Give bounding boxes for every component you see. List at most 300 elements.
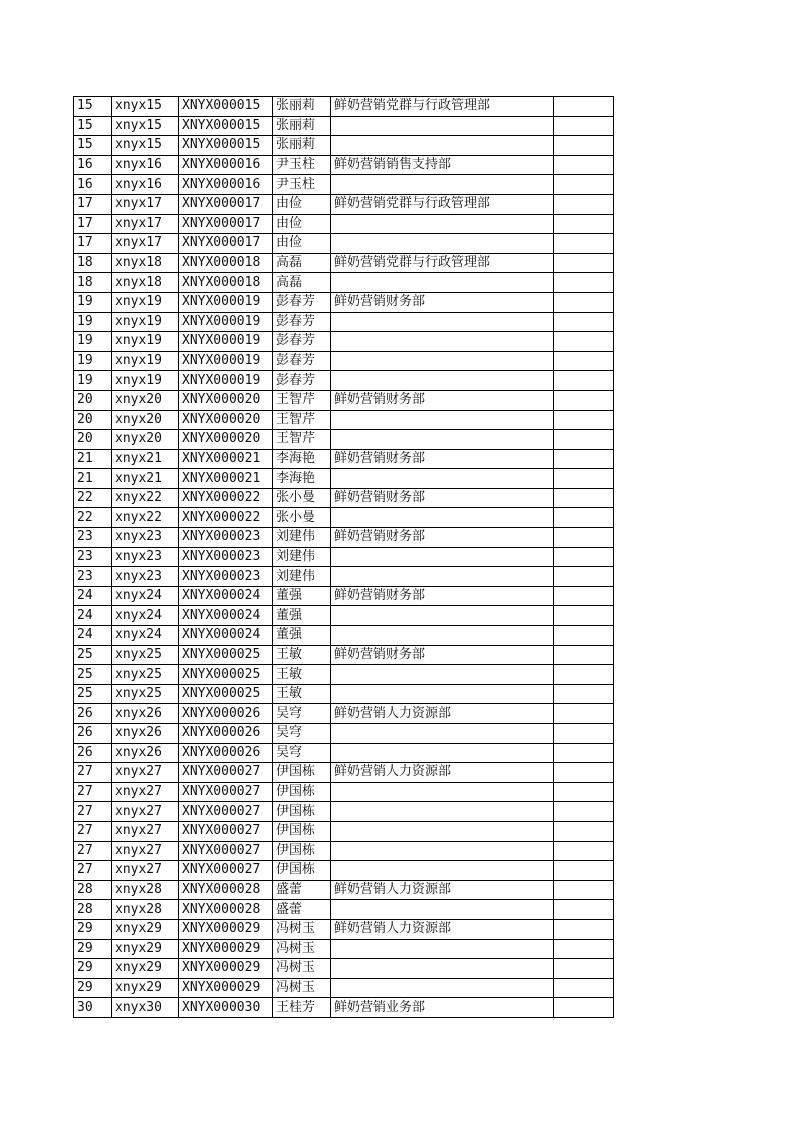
row-number-cell: 19 [74,351,112,371]
employee-code-cell: XNYX000030 [179,998,273,1018]
login-cell: xnyx27 [112,802,179,822]
row-number-cell: 26 [74,724,112,744]
department-cell [331,861,554,881]
table-row [74,645,614,665]
name-cell: 董强 [273,626,331,646]
row-number-cell: 28 [74,880,112,900]
extra-cell [554,782,614,802]
employee-code-cell: XNYX000029 [179,919,273,939]
department-cell: 鲜奶营销财务部 [331,528,554,548]
department-cell [331,724,554,744]
login-cell: xnyx26 [112,704,179,724]
row-number-cell: 24 [74,606,112,626]
extra-cell [554,449,614,469]
department-cell: 鲜奶营销人力资源部 [331,919,554,939]
table-row [74,449,614,469]
row-number-cell: 21 [74,449,112,469]
row-number-cell: 15 [74,97,112,117]
extra-cell [554,97,614,117]
employee-code-cell: XNYX000018 [179,273,273,293]
row-number-cell: 24 [74,586,112,606]
login-cell: xnyx25 [112,665,179,685]
table-row [74,547,614,567]
employee-code-cell: XNYX000020 [179,430,273,450]
table-row [74,841,614,861]
department-cell [331,430,554,450]
row-number-cell: 29 [74,978,112,998]
login-cell: xnyx17 [112,234,179,254]
extra-cell [554,743,614,763]
extra-cell [554,253,614,273]
employee-code-cell: XNYX000016 [179,155,273,175]
table-row [74,332,614,352]
table-row [74,194,614,214]
name-cell: 彭春芳 [273,351,331,371]
name-cell: 尹玉柱 [273,175,331,195]
login-cell: xnyx23 [112,547,179,567]
employee-code-cell: XNYX000021 [179,449,273,469]
row-number-cell: 23 [74,567,112,587]
login-cell: xnyx15 [112,116,179,136]
login-cell: xnyx23 [112,567,179,587]
table-row [74,430,614,450]
extra-cell [554,332,614,352]
table-row [74,136,614,156]
login-cell: xnyx25 [112,684,179,704]
extra-cell [554,292,614,312]
department-cell [331,547,554,567]
name-cell: 尹玉柱 [273,155,331,175]
extra-cell [554,978,614,998]
name-cell: 张小曼 [273,488,331,508]
employee-code-cell: XNYX000029 [179,978,273,998]
extra-cell [554,488,614,508]
department-cell: 鲜奶营销销售支持部 [331,155,554,175]
department-cell [331,469,554,489]
login-cell: xnyx29 [112,939,179,959]
department-cell [331,665,554,685]
table-row [74,763,614,783]
employee-code-cell: XNYX000015 [179,97,273,117]
extra-cell [554,724,614,744]
table-row [74,351,614,371]
extra-cell [554,900,614,920]
name-cell: 吴穹 [273,743,331,763]
department-cell [331,626,554,646]
extra-cell [554,802,614,822]
name-cell: 李海艳 [273,469,331,489]
row-number-cell: 29 [74,939,112,959]
row-number-cell: 30 [74,998,112,1018]
extra-cell [554,508,614,528]
table-row [74,900,614,920]
login-cell: xnyx24 [112,586,179,606]
table-row [74,743,614,763]
row-number-cell: 20 [74,390,112,410]
employee-code-cell: XNYX000026 [179,743,273,763]
table-row [74,469,614,489]
extra-cell [554,547,614,567]
extra-cell [554,351,614,371]
name-cell: 董强 [273,606,331,626]
extra-cell [554,821,614,841]
extra-cell [554,626,614,646]
department-cell [331,802,554,822]
row-number-cell: 25 [74,665,112,685]
table-row [74,704,614,724]
department-cell [331,606,554,626]
row-number-cell: 17 [74,234,112,254]
table-row [74,155,614,175]
table-row [74,390,614,410]
table-row [74,116,614,136]
extra-cell [554,155,614,175]
name-cell: 高磊 [273,253,331,273]
login-cell: xnyx20 [112,410,179,430]
login-cell: xnyx19 [112,332,179,352]
employee-code-cell: XNYX000025 [179,665,273,685]
employee-code-cell: XNYX000019 [179,351,273,371]
table-row [74,939,614,959]
employee-code-cell: XNYX000020 [179,410,273,430]
login-cell: xnyx21 [112,469,179,489]
row-number-cell: 16 [74,155,112,175]
extra-cell [554,959,614,979]
employee-code-cell: XNYX000021 [179,469,273,489]
login-cell: xnyx23 [112,528,179,548]
name-cell: 彭春芳 [273,292,331,312]
table-row [74,665,614,685]
name-cell: 彭春芳 [273,312,331,332]
table-row [74,410,614,430]
extra-cell [554,939,614,959]
employee-code-cell: XNYX000027 [179,782,273,802]
row-number-cell: 19 [74,332,112,352]
employee-code-cell: XNYX000019 [179,371,273,391]
extra-cell [554,567,614,587]
extra-cell [554,390,614,410]
department-cell: 鲜奶营销人力资源部 [331,704,554,724]
row-number-cell: 18 [74,253,112,273]
extra-cell [554,469,614,489]
extra-cell [554,430,614,450]
extra-cell [554,371,614,391]
login-cell: xnyx27 [112,763,179,783]
employee-code-cell: XNYX000024 [179,606,273,626]
row-number-cell: 17 [74,194,112,214]
table-row [74,998,614,1018]
table-row [74,626,614,646]
department-cell: 鲜奶营销人力资源部 [331,880,554,900]
extra-cell [554,606,614,626]
row-number-cell: 25 [74,684,112,704]
table-row [74,782,614,802]
employee-code-cell: XNYX000023 [179,547,273,567]
name-cell: 伊国栋 [273,821,331,841]
name-cell: 张小曼 [273,508,331,528]
name-cell: 刘建伟 [273,528,331,548]
employee-code-cell: XNYX000024 [179,586,273,606]
login-cell: xnyx24 [112,606,179,626]
table-row [74,214,614,234]
extra-cell [554,919,614,939]
row-number-cell: 24 [74,626,112,646]
employee-code-cell: XNYX000026 [179,704,273,724]
employee-code-cell: XNYX000019 [179,312,273,332]
department-cell [331,136,554,156]
login-cell: xnyx19 [112,351,179,371]
extra-cell [554,665,614,685]
name-cell: 吴穹 [273,704,331,724]
employee-code-cell: XNYX000027 [179,802,273,822]
row-number-cell: 27 [74,763,112,783]
department-cell [331,978,554,998]
name-cell: 冯树玉 [273,959,331,979]
employee-code-cell: XNYX000022 [179,488,273,508]
department-cell [331,684,554,704]
row-number-cell: 16 [74,175,112,195]
department-cell: 鲜奶营销财务部 [331,390,554,410]
table-row [74,273,614,293]
row-number-cell: 29 [74,959,112,979]
department-cell [331,743,554,763]
department-cell [331,234,554,254]
department-cell: 鲜奶营销业务部 [331,998,554,1018]
extra-cell [554,998,614,1018]
department-cell [331,116,554,136]
department-cell [331,939,554,959]
name-cell: 彭春芳 [273,332,331,352]
name-cell: 冯树玉 [273,978,331,998]
department-cell: 鲜奶营销财务部 [331,292,554,312]
login-cell: xnyx16 [112,155,179,175]
name-cell: 伊国栋 [273,763,331,783]
department-cell: 鲜奶营销财务部 [331,488,554,508]
table-row [74,959,614,979]
login-cell: xnyx25 [112,645,179,665]
department-cell [331,821,554,841]
department-cell: 鲜奶营销党群与行政管理部 [331,253,554,273]
department-cell [331,959,554,979]
login-cell: xnyx22 [112,488,179,508]
row-number-cell: 20 [74,410,112,430]
name-cell: 王智芹 [273,430,331,450]
extra-cell [554,234,614,254]
login-cell: xnyx29 [112,959,179,979]
login-cell: xnyx16 [112,175,179,195]
login-cell: xnyx27 [112,782,179,802]
employee-code-cell: XNYX000015 [179,116,273,136]
login-cell: xnyx20 [112,390,179,410]
name-cell: 冯树玉 [273,939,331,959]
employee-code-cell: XNYX000025 [179,645,273,665]
extra-cell [554,704,614,724]
name-cell: 冯树玉 [273,919,331,939]
table-body [74,97,614,1018]
department-cell [331,567,554,587]
row-number-cell: 20 [74,430,112,450]
login-cell: xnyx21 [112,449,179,469]
name-cell: 刘建伟 [273,547,331,567]
extra-cell [554,880,614,900]
login-cell: xnyx27 [112,821,179,841]
department-cell: 鲜奶营销党群与行政管理部 [331,194,554,214]
row-number-cell: 21 [74,469,112,489]
row-number-cell: 15 [74,136,112,156]
login-cell: xnyx29 [112,919,179,939]
row-number-cell: 19 [74,371,112,391]
name-cell: 王敏 [273,684,331,704]
extra-cell [554,116,614,136]
name-cell: 盛蕾 [273,900,331,920]
table-row [74,175,614,195]
employee-code-cell: XNYX000023 [179,567,273,587]
employee-code-cell: XNYX000022 [179,508,273,528]
table-row [74,234,614,254]
employee-code-cell: XNYX000017 [179,214,273,234]
name-cell: 由俭 [273,194,331,214]
department-cell: 鲜奶营销财务部 [331,586,554,606]
department-cell: 鲜奶营销人力资源部 [331,763,554,783]
name-cell: 彭春芳 [273,371,331,391]
department-cell [331,841,554,861]
department-cell [331,782,554,802]
name-cell: 伊国栋 [273,782,331,802]
table-row [74,821,614,841]
department-cell: 鲜奶营销财务部 [331,449,554,469]
employee-code-cell: XNYX000019 [179,292,273,312]
name-cell: 王敏 [273,665,331,685]
department-cell [331,508,554,528]
login-cell: xnyx26 [112,724,179,744]
department-cell [331,410,554,430]
login-cell: xnyx19 [112,292,179,312]
employee-code-cell: XNYX000018 [179,253,273,273]
employee-code-cell: XNYX000027 [179,841,273,861]
login-cell: xnyx29 [112,978,179,998]
employee-code-cell: XNYX000023 [179,528,273,548]
table-row [74,312,614,332]
table-row [74,919,614,939]
row-number-cell: 27 [74,861,112,881]
department-cell: 鲜奶营销党群与行政管理部 [331,97,554,117]
table-row [74,567,614,587]
row-number-cell: 23 [74,528,112,548]
row-number-cell: 27 [74,802,112,822]
login-cell: xnyx15 [112,136,179,156]
row-number-cell: 22 [74,488,112,508]
extra-cell [554,194,614,214]
login-cell: xnyx19 [112,312,179,332]
name-cell: 张丽莉 [273,116,331,136]
row-number-cell: 29 [74,919,112,939]
department-cell [331,214,554,234]
name-cell: 王智芹 [273,390,331,410]
table-row [74,253,614,273]
name-cell: 伊国栋 [273,841,331,861]
employee-code-cell: XNYX000016 [179,175,273,195]
name-cell: 张丽莉 [273,97,331,117]
department-cell [331,351,554,371]
name-cell: 伊国栋 [273,861,331,881]
name-cell: 伊国栋 [273,802,331,822]
department-cell [331,175,554,195]
department-cell [331,371,554,391]
table-row [74,292,614,312]
employee-code-cell: XNYX000028 [179,900,273,920]
login-cell: xnyx26 [112,743,179,763]
row-number-cell: 25 [74,645,112,665]
extra-cell [554,586,614,606]
login-cell: xnyx17 [112,214,179,234]
employee-code-cell: XNYX000027 [179,821,273,841]
name-cell: 李海艳 [273,449,331,469]
employee-code-cell: XNYX000027 [179,861,273,881]
row-number-cell: 26 [74,704,112,724]
employee-code-cell: XNYX000027 [179,763,273,783]
name-cell: 刘建伟 [273,567,331,587]
login-cell: xnyx24 [112,626,179,646]
login-cell: xnyx22 [112,508,179,528]
name-cell: 高磊 [273,273,331,293]
row-number-cell: 22 [74,508,112,528]
row-number-cell: 27 [74,821,112,841]
name-cell: 张丽莉 [273,136,331,156]
employee-code-cell: XNYX000019 [179,332,273,352]
extra-cell [554,410,614,430]
login-cell: xnyx18 [112,253,179,273]
department-cell [331,900,554,920]
extra-cell [554,528,614,548]
extra-cell [554,684,614,704]
row-number-cell: 27 [74,782,112,802]
login-cell: xnyx20 [112,430,179,450]
department-cell [331,312,554,332]
login-cell: xnyx15 [112,97,179,117]
employee-table [73,96,614,1018]
table-row [74,880,614,900]
employee-code-cell: XNYX000029 [179,959,273,979]
table-row [74,724,614,744]
name-cell: 由俭 [273,214,331,234]
row-number-cell: 19 [74,312,112,332]
table-row [74,488,614,508]
employee-code-cell: XNYX000026 [179,724,273,744]
extra-cell [554,861,614,881]
employee-code-cell: XNYX000025 [179,684,273,704]
name-cell: 董强 [273,586,331,606]
department-cell [331,273,554,293]
table-row [74,97,614,117]
table-row [74,606,614,626]
row-number-cell: 15 [74,116,112,136]
table-row [74,371,614,391]
table-row [74,528,614,548]
employee-code-cell: XNYX000017 [179,194,273,214]
extra-cell [554,175,614,195]
name-cell: 王智芹 [273,410,331,430]
extra-cell [554,841,614,861]
row-number-cell: 28 [74,900,112,920]
department-cell [331,332,554,352]
employee-code-cell: XNYX000015 [179,136,273,156]
department-cell: 鲜奶营销财务部 [331,645,554,665]
login-cell: xnyx28 [112,900,179,920]
login-cell: xnyx18 [112,273,179,293]
login-cell: xnyx30 [112,998,179,1018]
extra-cell [554,645,614,665]
login-cell: xnyx19 [112,371,179,391]
